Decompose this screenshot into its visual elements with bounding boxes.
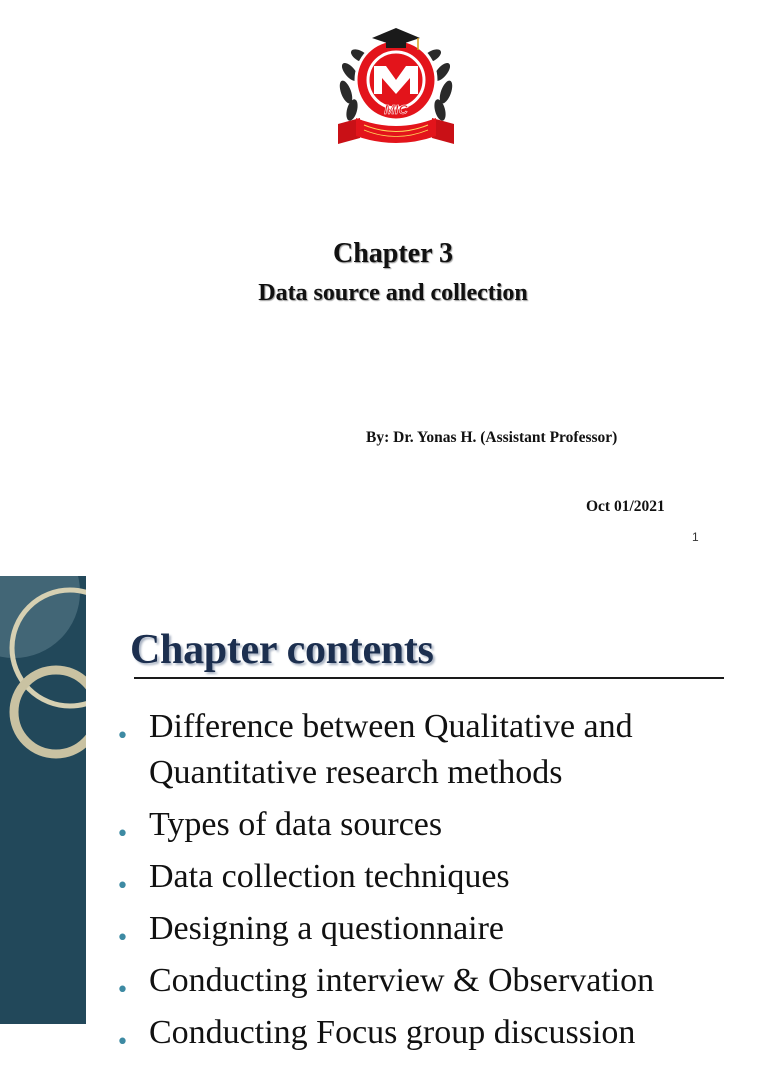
bullet-dot-icon: • xyxy=(116,1030,129,1055)
contents-list xyxy=(112,704,752,1062)
logo-text: MIC xyxy=(384,102,408,117)
chapter-subtitle: Data source and collection xyxy=(258,280,528,306)
page-number: 1 xyxy=(692,530,699,544)
bullet-dot-icon: • xyxy=(116,724,129,749)
university-logo xyxy=(330,22,462,148)
heading-divider xyxy=(134,677,724,679)
list-item xyxy=(112,854,752,900)
author-line: By: Dr. Yonas H. (Assistant Professor) xyxy=(366,429,618,446)
list-item xyxy=(112,704,752,796)
bullet-dot-icon: • xyxy=(116,978,129,1003)
list-item-text: Types of data sources xyxy=(149,806,443,843)
list-item xyxy=(112,1010,752,1056)
list-item-text: Difference between Qualitative and Quantitative research methods xyxy=(149,708,633,791)
chapter-title: Chapter 3 xyxy=(332,238,454,269)
list-item xyxy=(112,958,752,1004)
date-line: Oct 01/2021 xyxy=(586,498,665,515)
list-item xyxy=(112,802,752,848)
list-item-text: Conducting Focus group discussion xyxy=(149,1014,636,1051)
bullet-dot-icon: • xyxy=(116,822,129,847)
bullet-dot-icon: • xyxy=(116,926,129,951)
contents-heading: Chapter contents xyxy=(130,627,434,673)
decorative-side-panel xyxy=(0,576,86,1024)
list-item-text: Data collection techniques xyxy=(149,858,510,895)
bullet-dot-icon: • xyxy=(116,874,129,899)
list-item-text: Designing a questionnaire xyxy=(149,910,505,947)
list-item-text: Conducting interview & Observation xyxy=(149,962,655,999)
list-item xyxy=(112,906,752,952)
